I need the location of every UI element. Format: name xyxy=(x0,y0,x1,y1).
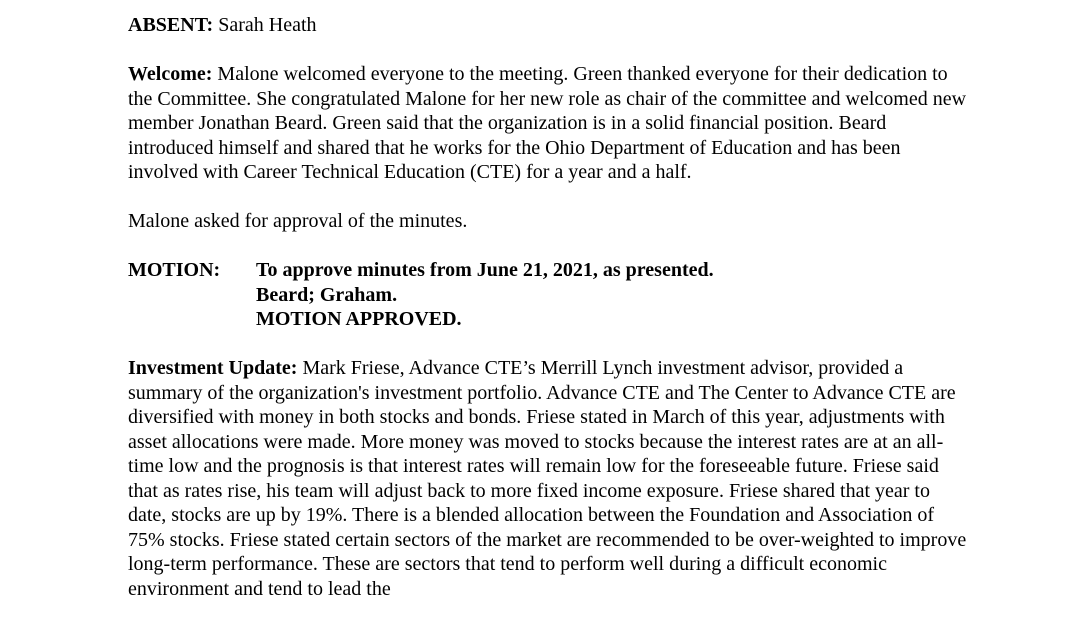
minutes-request-paragraph: Malone asked for approval of the minutes. xyxy=(128,210,468,232)
motion-label: MOTION: xyxy=(128,259,221,281)
investment-text: Mark Friese, Advance CTE’s Merrill Lynch investment advisor, provided a summary of the organization's investment portfolio. Advance CTE and The Center to Advance CTE are diversified with money in both stocks and bonds. Friese stated in March of this year, adjustments with asset allocations were made. More money was moved to stocks because the interest rates are at an all-time low and the prognosis is that interest rates will remain low for the foreseeable future. Friese said that as rates rise, his team will adjust back to more fixed income exposure. Friese shared that year to date, stocks are up by 19%. There is a blended allocation between the Foundation and Association of 75% stocks. Friese stated certain sectors of the market are recommended to be over-weighted to improve long-term performance. These are sectors that tend to perform well during a difficult economic environment and tend to lead the xyxy=(128,357,967,600)
spacer xyxy=(128,332,968,357)
investment-label: Investment Update: xyxy=(128,357,298,379)
investment-paragraph xyxy=(128,356,968,601)
motion-text: To approve minutes from June 21, 2021, as presented. xyxy=(256,259,714,281)
spacer xyxy=(128,185,968,210)
motion-block xyxy=(128,258,968,332)
welcome-label: Welcome: xyxy=(128,63,213,85)
welcome-paragraph xyxy=(128,62,968,185)
absent-label: ABSENT: xyxy=(128,14,214,36)
motion-movers: Beard; Graham. xyxy=(256,283,398,306)
welcome-text: Malone welcomed everyone to the meeting. Green thanked everyone for their dedication to the Committee. She congratulated Malone for her new role as chair of the committee and welcomed new member Jonathan Beard. Green said that the organization is in a solid financial position. Beard introduced himself and shared that he works for the Ohio Department of Education and has been involved with Career Technical Education (CTE) for a year and a half. xyxy=(128,63,967,183)
absent-paragraph xyxy=(128,13,968,38)
spacer xyxy=(128,38,968,63)
document-page xyxy=(128,13,968,601)
absent-text: Sarah Heath xyxy=(213,14,317,36)
spacer xyxy=(128,234,968,259)
motion-body xyxy=(256,258,714,332)
motion-result: MOTION APPROVED. xyxy=(256,308,462,330)
